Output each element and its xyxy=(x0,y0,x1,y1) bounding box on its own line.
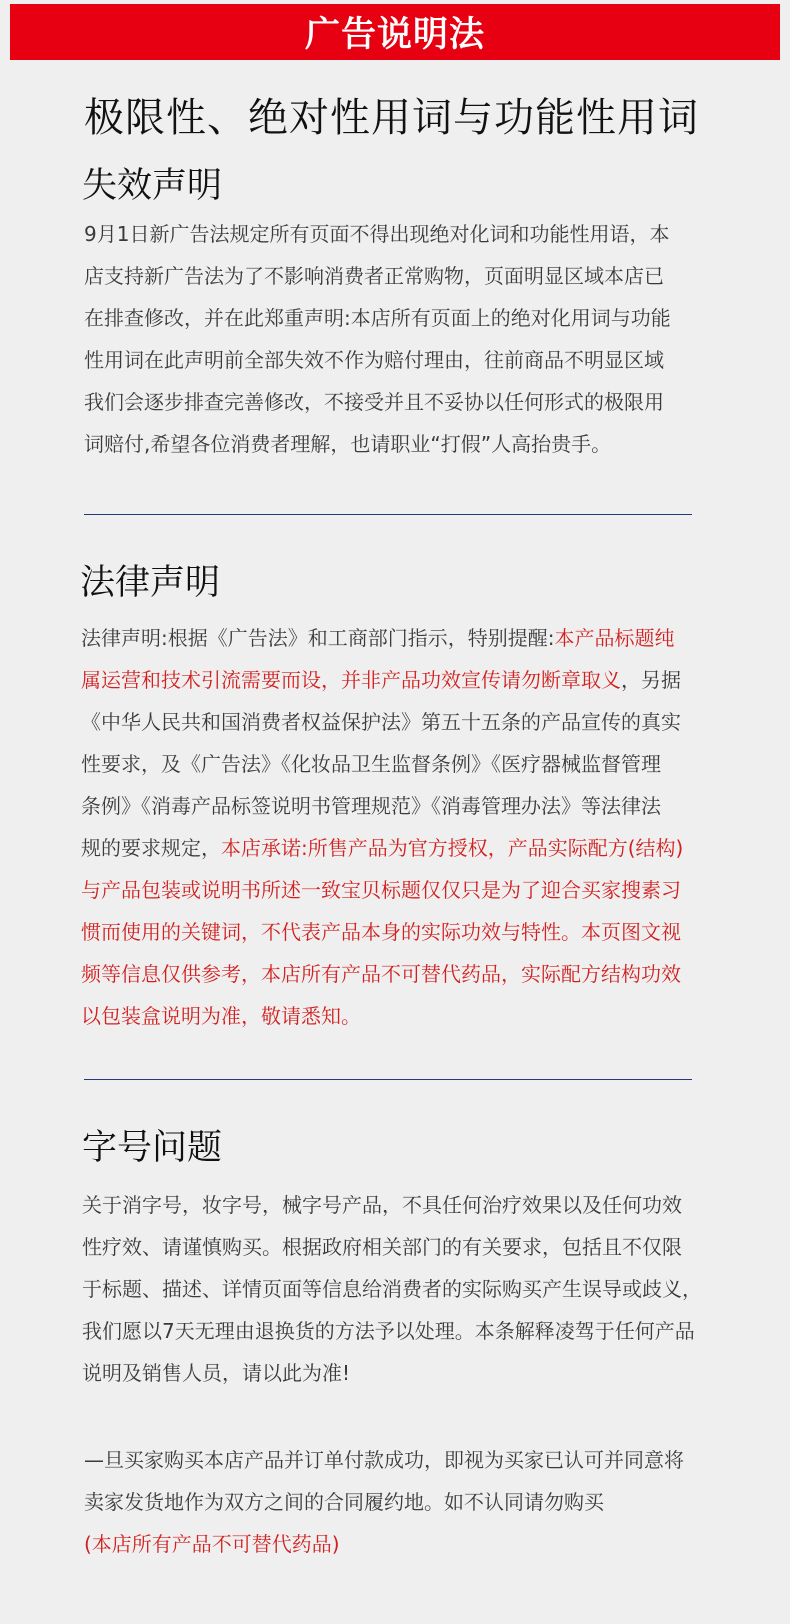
paragraph-line: 在排查修改，并在此郑重声明:本店所有页面上的绝对化用词与功能 xyxy=(84,306,671,330)
paragraph-line: 《中华人民共和国消费者权益保护法》第五十五条的产品宣传的真实 xyxy=(81,710,681,734)
paragraph-line: 条例》《消毒产品标签说明书管理规范》《消毒管理办法》等法律法 xyxy=(81,794,661,818)
paragraph-line: 我们会逐步排查完善修改，不接受并且不妥协以任何形式的极限用 xyxy=(84,390,664,414)
paragraph-line: —旦买家购买本店产品并订单付款成功，即视为买家已认可并同意将 xyxy=(84,1448,684,1472)
section-divider xyxy=(84,1079,692,1080)
paragraph-line: 我们愿以7天无理由退换货的方法予以处理。本条解释凌驾于任何产品 xyxy=(82,1319,695,1343)
section-body-invalid xyxy=(84,213,671,465)
paragraph-line xyxy=(81,617,683,659)
section-body-font-issue xyxy=(82,1184,702,1394)
section-title-legal: 法律声明 xyxy=(80,563,221,603)
section-title-font-issue: 字号问题 xyxy=(82,1128,223,1168)
banner-title: 广告说明法 xyxy=(304,15,485,55)
paragraph-line: 9月1日新广告法规定所有页面不得出现绝对化词和功能性用语，本 xyxy=(84,222,670,246)
plain-text: 规的要求规定， xyxy=(81,836,221,860)
paragraph-line: 词赔付,希望各位消费者理解，也请职业“打假”人高抬贵手。 xyxy=(84,432,612,456)
highlight-text: 本店承诺:所售产品为官方授权，产品实际配方(结构) xyxy=(221,836,684,860)
medicine-disclaimer: (本店所有产品不可替代药品) xyxy=(84,1532,340,1556)
paragraph-line: 说明及销售人员，请以此为准! xyxy=(82,1361,351,1385)
paragraph-line: 惯而使用的关键词，不代表产品本身的实际功效与特性。本页图文视 xyxy=(81,920,681,944)
section-body-legal xyxy=(81,617,683,1037)
paragraph-line xyxy=(81,827,683,869)
highlight-text: 本产品标题纯 xyxy=(554,626,675,650)
highlight-text: 属运营和技术引流需要而设，并非产品功效宣传请勿断章取义 xyxy=(81,668,621,692)
paragraph-line: 关于消字号，妆字号，械字号产品，不具任何治疗效果以及任何功效 xyxy=(82,1193,682,1217)
paragraph-line: 卖家发货地作为双方之间的合同履约地。如不认同请勿购买 xyxy=(84,1490,604,1514)
paragraph-line: 与产品包装或说明书所述一致宝贝标题仅仅只是为了迎合买家搜素习 xyxy=(81,878,681,902)
paragraph-line: 性疗效、请谨慎购买。根据政府相关部门的有关要求，包括且不仅限 xyxy=(82,1235,682,1259)
paragraph-line: 店支持新广告法为了不影响消费者正常购物，页面明显区域本店已 xyxy=(84,264,664,288)
section-divider xyxy=(84,514,692,515)
paragraph-line xyxy=(81,659,683,701)
header-banner xyxy=(10,4,780,60)
paragraph-line: 于标题、描述、详情页面等信息给消费者的实际购买产生误导或歧义， xyxy=(82,1277,702,1301)
paragraph-line: 以包装盒说明为准，敬请悉知。 xyxy=(81,1004,361,1028)
main-heading: 极限性、绝对性用词与功能性用词 xyxy=(84,95,699,141)
purchase-notice xyxy=(84,1439,684,1565)
plain-text: ，另据 xyxy=(621,668,681,692)
paragraph-line: 频等信息仅供参考，本店所有产品不可替代药品，实际配方结构功效 xyxy=(81,962,681,986)
section-title-invalid: 失效声明 xyxy=(82,166,223,206)
paragraph-line: 性要求，及《广告法》《化妆品卫生监督条例》《医疗器械监督管理 xyxy=(81,752,661,776)
paragraph-line: 性用词在此声明前全部失效不作为赔付理由，往前商品不明显区域 xyxy=(84,348,664,372)
plain-text: 法律声明:根据《广告法》和工商部门指示，特别提醒: xyxy=(81,626,555,650)
